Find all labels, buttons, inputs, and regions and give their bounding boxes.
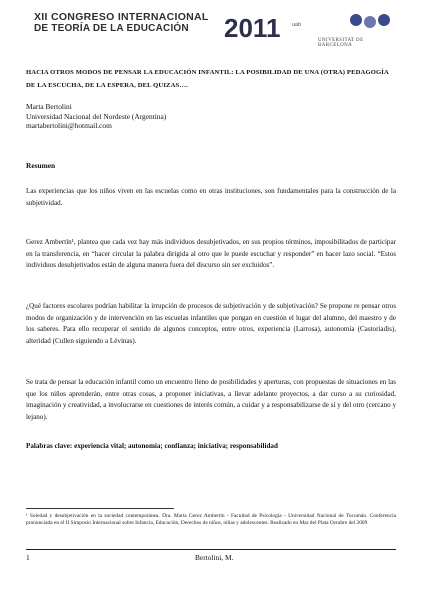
logo-circle-icon xyxy=(350,14,362,26)
university-name: UNIVERSITAT DE BARCELONA xyxy=(318,38,364,48)
author-affiliation: Universidad Nacional del Nordeste (Argentina) xyxy=(26,111,167,121)
page-number: 1 xyxy=(26,553,30,562)
article-title: HACIA OTROS MODOS DE PENSAR LA EDUCACIÓN INFANTIL: LA POSIBILIDAD DE UNA (OTRA) PEDAGOGÍA DE LA ESCUCHA, DE LA ESPERA, DEL QUIZAS…. xyxy=(26,69,389,89)
congress-year: 2011 xyxy=(224,13,281,43)
author-email: martabertolini@hotmail.com xyxy=(26,121,112,130)
keywords-line xyxy=(26,441,396,453)
footer-author: Bertolini, M. xyxy=(195,553,234,562)
footer-divider xyxy=(26,549,396,550)
keywords-list: experiencia vital; autonomía; confianza; iniciativa; responsabilidad xyxy=(72,442,278,450)
uab-logo: uab xyxy=(292,22,302,28)
congress-name xyxy=(34,12,209,35)
congress-banner xyxy=(34,12,394,50)
congress-line2: DE TEORÍA DE LA EDUCACIÓN xyxy=(34,23,189,34)
logo-circle-icon xyxy=(378,14,390,26)
abstract-paragraph: Las experiencias que los niños viven en las escuelas como en otras instituciones, son fundamentales para la construcción de la subjetividad. xyxy=(26,187,396,207)
abstract-paragraph: ¿Qué factores escolares podrían habilitar la irrupción de procesos de subjetivación y de subjetivación? Se propone re pensar otros modos de organización y de intervención en las escuelas infantiles que pongan en cuestión el lugar del alumno, del maestro y de los saberes. Para ello recuperar el sentido de algunos conceptos, entre otros, experiencia (Larrosa), autonomía (Castoriadis), alteridad (Cullen siguiendo a Lévinas). xyxy=(26,302,396,345)
congress-line1: XII CONGRESO INTERNACIONAL xyxy=(34,11,209,23)
section-heading: Resumen xyxy=(26,161,56,170)
footnote: ¹ Soledad y desubjetivación en la sociedad contemporánea. Dra. Marta Gerez Ambertín - Facultad de Psicología - Universidad Nacional de Tucumán. Conferencia pronunciada en el II Simposio Internacional sobre Infancia, Educación, Derechos de niños, niñas y adolescentes. Realizado en Mar del Plata Octubre del 2009 xyxy=(26,513,396,526)
university-logos xyxy=(292,14,396,48)
logo-circle-icon xyxy=(364,16,376,28)
abstract-paragraph: Gerez Ambertín¹, plantea que cada vez hay más individuos desubjetivados, en sus propios términos, imposibilitados de participar en la transferencia, en “hacer circular la palabra dirigida al otro que le puede escuchar y responder” en hacer lazo social. “Estos individuos desubjetivados están de alguna manera fuera del discurso sin ser excluidos”. xyxy=(26,238,396,269)
author-block xyxy=(26,102,166,131)
author-name: Marta Bertolini xyxy=(26,102,72,111)
abstract-paragraph: Se trata de pensar la educación infantil como un encuentro lleno de posibilidades y aperturas, con propuestas de situaciones en las que los niños aprenderán, entre otras cosas, a proponer iniciativas, a llevar adelante proyectos, a dar curso a su curiosidad, imaginación y creatividad, a involucrarse en cuestiones de interés común, a cuidar y a responsabilizarse de sí y del otro (cercano y lejano). xyxy=(26,378,396,421)
footnote-divider xyxy=(26,508,174,509)
keywords-label: Palabras clave: xyxy=(26,442,73,450)
